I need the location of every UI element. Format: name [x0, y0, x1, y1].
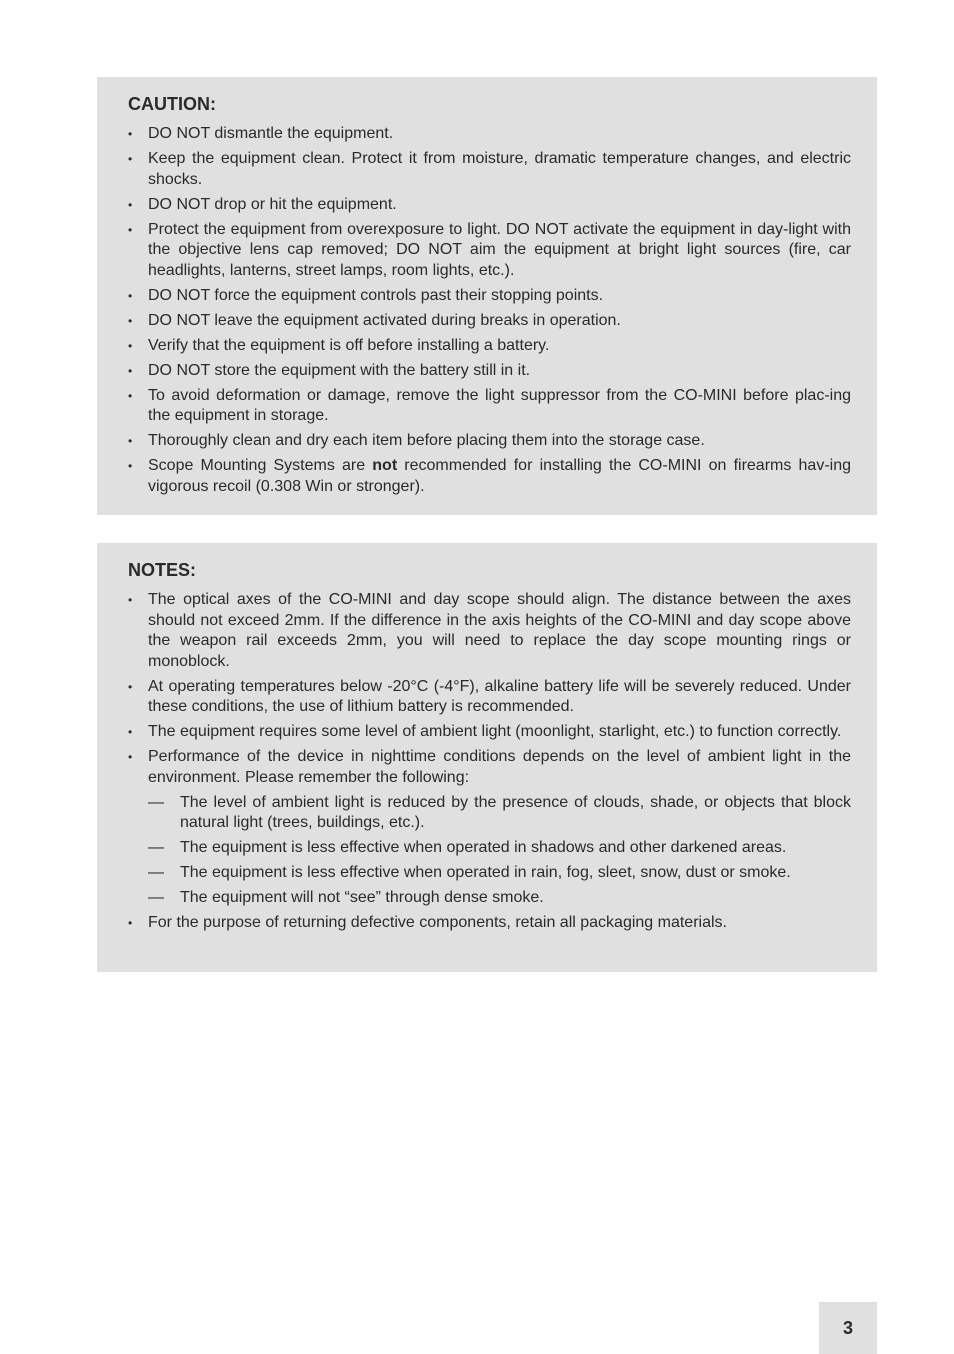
ambient-light-sublist [148, 793, 851, 909]
caution-item: • DO NOT force the equipment controls past their stopping points. [128, 286, 851, 307]
caution-item: • Protect the equipment from overexposure to light. DO NOT activate the equipment in day-light with the objective lens cap removed; DO NOT aim the equipment at bright light sources (fire, car headlights, lanterns, street lamps, room lights, etc.). [128, 220, 851, 282]
caution-list [128, 124, 851, 497]
notes-list [128, 590, 851, 934]
notes-title: NOTES: [128, 560, 197, 580]
note-item-ambient-light [128, 747, 851, 909]
note-item: • At operating temperatures below -20°C (-4°F), alkaline battery life will be severely reduced. Under these conditions, the use of lithium battery is recommended. [128, 677, 851, 718]
caution-item: • DO NOT leave the equipment activated during breaks in operation. [128, 311, 851, 332]
note-subitem: — The equipment will not “see” through dense smoke. [148, 888, 851, 909]
note-item-text: Performance of the device in nighttime conditions depends on the level of ambient light in the environment. Please remember the following: [148, 748, 851, 786]
recoil-text-prefix: Scope Mounting Systems are [148, 457, 373, 474]
caution-item: • Keep the equipment clean. Protect it from moisture, dramatic temperature changes, and electric shocks. [128, 149, 851, 190]
note-item: • The optical axes of the CO-MINI and day scope should align. The distance between the axes should not exceed 2mm. If the difference in the axis heights of the CO-MINI and day scope above the weapon rail exceeds 2mm, you will need to replace the day scope mounting rings or monoblock. [128, 590, 851, 672]
recoil-emphasis: not [372, 457, 398, 474]
note-subitem: — The equipment is less effective when operated in rain, fog, sleet, snow, dust or smoke. [148, 863, 851, 884]
caution-box [97, 77, 877, 515]
notes-box [97, 543, 877, 972]
note-subitem: — The equipment is less effective when operated in shadows and other darkened areas. [148, 838, 851, 859]
note-item: • For the purpose of returning defective components, retain all packaging materials. [128, 913, 851, 934]
caution-item: • Verify that the equipment is off before installing a battery. [128, 336, 851, 357]
caution-title: CAUTION: [128, 94, 216, 114]
page-number: 3 [819, 1302, 877, 1354]
caution-item: • DO NOT store the equipment with the battery still in it. [128, 361, 851, 382]
caution-item-recoil [128, 456, 851, 497]
note-subitem: — The level of ambient light is reduced by the presence of clouds, shade, or objects that block natural light (trees, buildings, etc.). [148, 793, 851, 834]
caution-item: • To avoid deformation or damage, remove the light suppressor from the CO-MINI before plac-ing the equipment in storage. [128, 386, 851, 427]
caution-item: • Thoroughly clean and dry each item before placing them into the storage case. [128, 431, 851, 452]
caution-item: • DO NOT drop or hit the equipment. [128, 195, 851, 216]
caution-item: • DO NOT dismantle the equipment. [128, 124, 851, 145]
recoil-text-suffix: recommended for installing the CO-MINI on firearms hav-ing vigorous recoil (0.308 Win or stronger). [148, 457, 851, 495]
note-item: • The equipment requires some level of ambient light (moonlight, starlight, etc.) to function correctly. [128, 722, 851, 743]
